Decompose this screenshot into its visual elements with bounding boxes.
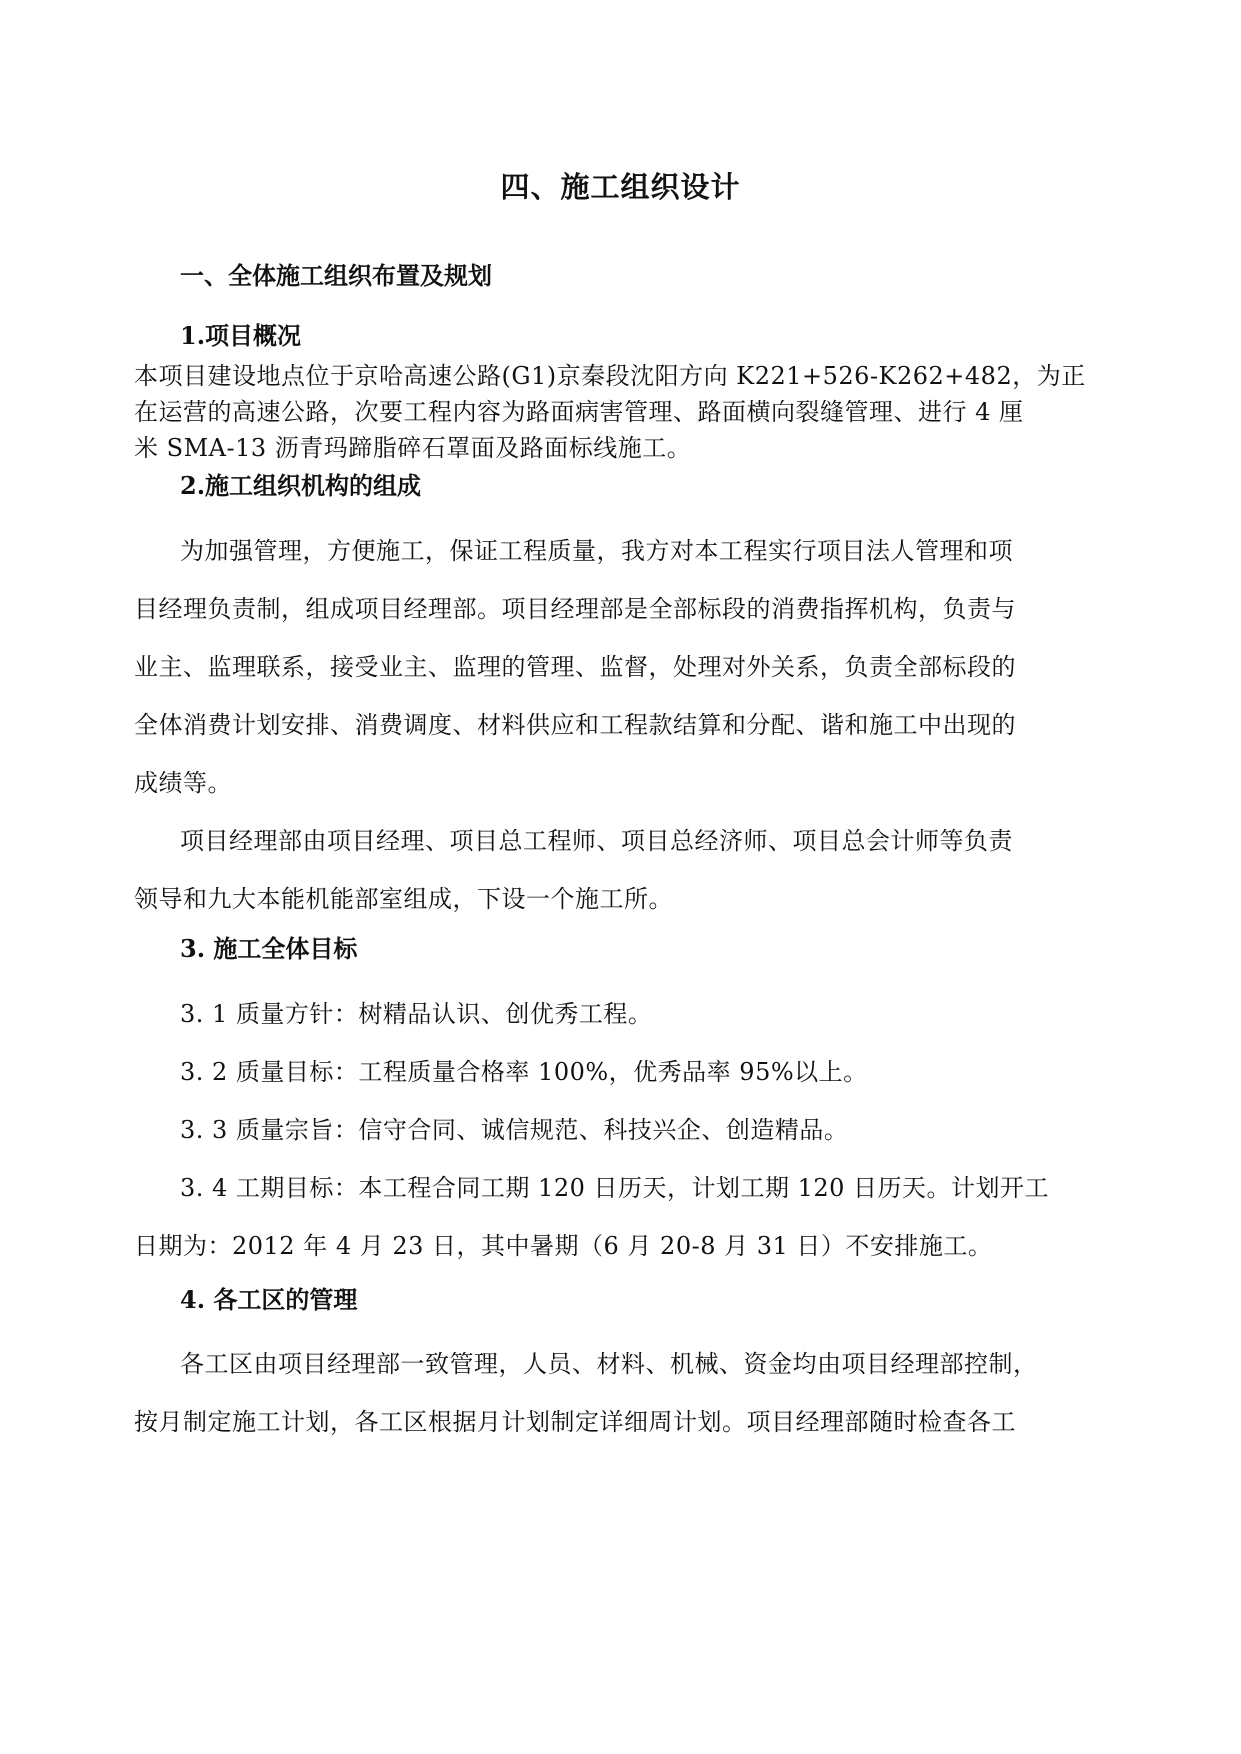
section-heading: 一、全体施工组织布置及规划: [180, 261, 492, 290]
subsection-heading-organization: 2.施工组织机构的组成: [180, 471, 422, 500]
text-line: 目经理负责制，组成项目经理部。项目经理部是全部标段的消费指挥机构，负责与: [134, 595, 1016, 623]
subsection-heading-work-zones: 4. 各工区的管理: [180, 1285, 358, 1314]
text-line: 领导和九大本能机能部室组成，下设一个施工所。: [134, 885, 673, 913]
goals-list: [180, 985, 868, 1159]
page-title: 四、施工组织设计: [500, 170, 741, 204]
goal-item-quality-policy: 3. 1 质量方针：树精品认识、创优秀工程。: [180, 1000, 653, 1028]
goal-item-quality-tenet: 3. 3 质量宗旨：信守合同、诚信规范、科技兴企、创造精品。: [180, 1116, 849, 1144]
organization-paragraph-1: [134, 522, 1016, 812]
text-line: 3. 4 工期目标：本工程合同工期 120 日历天，计划工期 120 日历天。计划开工: [180, 1174, 1050, 1202]
text-line: 按月制定施工计划，各工区根据月计划制定详细周计划。项目经理部随时检查各工: [134, 1408, 1016, 1436]
overview-paragraph: [134, 358, 1086, 466]
text-line: 各工区由项目经理部一致管理，人员、材料、机械、资金均由项目经理部控制，: [180, 1350, 1038, 1378]
goal-item-schedule: [134, 1159, 1049, 1275]
text-line: 日期为：2012 年 4 月 23 日，其中暑期（6 月 20-8 月 31 日）不安排施工。: [134, 1232, 993, 1260]
text-line: 项目经理部由项目经理、项目总工程师、项目总经济师、项目总会计师等负责: [180, 827, 1013, 855]
subsection-heading-overview: 1.项目概况: [180, 321, 302, 350]
subsection-heading-goals: 3. 施工全体目标: [180, 934, 358, 963]
text-line: 在运营的高速公路，次要工程内容为路面病害管理、路面横向裂缝管理、进行 4 厘: [134, 398, 1024, 426]
text-line: 米 SMA-13 沥青玛蹄脂碎石罩面及路面标线施工。: [134, 434, 692, 462]
text-line: 本项目建设地点位于京哈高速公路(G1)京秦段沈阳方向 K221+526-K262+482，为正: [134, 362, 1086, 390]
goal-item-quality-target: 3. 2 质量目标：工程质量合格率 100%，优秀品率 95%以上。: [180, 1058, 868, 1086]
text-line: 成绩等。: [134, 769, 232, 797]
work-zones-paragraph: [134, 1335, 1038, 1451]
organization-paragraph-2: [134, 812, 1013, 928]
text-line: 业主、监理联系，接受业主、监理的管理、监督，处理对外关系，负责全部标段的: [134, 653, 1016, 681]
text-line: 全体消费计划安排、消费调度、材料供应和工程款结算和分配、谐和施工中出现的: [134, 711, 1016, 739]
text-line: 为加强管理，方便施工，保证工程质量，我方对本工程实行项目法人管理和项: [180, 537, 1013, 565]
